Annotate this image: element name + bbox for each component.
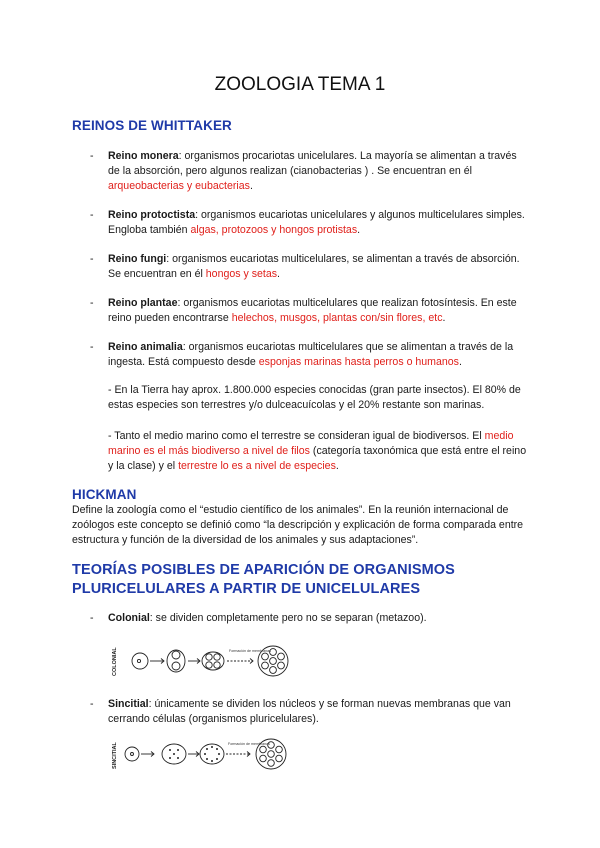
multicellular-cell xyxy=(276,746,283,753)
list-item-fungi xyxy=(90,252,530,282)
hickman-paragraph: Define la zoología como el “estudio científico de los animales”. En la reunión internacional de zoólogos este concepto se definió como “la descripción y explicación de forma comparada entre estructura y función de la diversidad de los animales y sus adaptaciones”. xyxy=(72,504,524,547)
cell-single xyxy=(125,747,139,761)
colony-cell xyxy=(278,653,285,660)
cell-four-d xyxy=(214,662,220,668)
note-text-b: (categoría taxonómica que está entre el reino y la clase) y el xyxy=(108,445,527,473)
colonial-diagram xyxy=(108,640,298,682)
list-item-monera xyxy=(90,149,530,195)
text-fungi: : organismos eucariotas multicelulares, se alimentan a través de absorción. Se encuentran en él xyxy=(108,253,520,281)
colony-cell xyxy=(270,658,277,665)
list-item-animalia xyxy=(90,340,530,370)
note-text-a: - Tanto el medio marino como el terrestre se consideran igual de biodiversos. El xyxy=(108,430,485,442)
note-species-count: - En la Tierra hay aprox. 1.800.000 especies conocidas (gran parte insectos). El 80% de estas especies son terrestres y/o dulceacuícolas y el 20% restante son marinas. xyxy=(108,384,521,412)
punct: . xyxy=(335,460,339,473)
highlight-monera: arqueobacterias y eubacterias xyxy=(108,180,250,193)
punct: . xyxy=(442,312,446,325)
note-biodiversity xyxy=(108,429,528,475)
multicellular-cell xyxy=(276,755,283,762)
colony-cell xyxy=(278,662,285,669)
bullet-dash: - xyxy=(90,253,94,265)
highlight-animalia: esponjas marinas hasta perros o humanos xyxy=(258,356,459,369)
text-sincitial: : únicamente se dividen los núcleos y se forman nuevas membranas que van cerrando células (organismos pluricelulares). xyxy=(108,698,511,726)
heading-teorias-line2: PLURICELULARES A PARTIR DE UNICELULARES xyxy=(72,581,421,597)
colonial-diagram-sublabel: Formación de membranas xyxy=(229,649,271,653)
text-animalia: : organismos eucariotas multicelulares que se alimentan a través de la ingesta. Está compuesto desde xyxy=(108,341,514,369)
punct: . xyxy=(277,268,280,281)
list-item-colonial xyxy=(90,611,530,626)
colony-cell xyxy=(270,667,277,674)
term-colonial: Colonial xyxy=(108,612,150,624)
cell-four-c xyxy=(206,662,212,668)
term-sincitial: Sincitial xyxy=(108,698,149,710)
text-colonial: : se dividen completamente pero no se separan (metazoo). xyxy=(149,612,427,624)
cell-single xyxy=(132,653,148,669)
text-protoctista: : organismos eucariotas unicelulares y algunos multicelulares simples. Engloba también xyxy=(108,209,525,237)
note-highlight-marine: medio marino es el más biodiverso a nivel de filos xyxy=(108,430,514,458)
punct: . xyxy=(458,356,462,369)
highlight-plantae: helechos, musgos, plantas con/sin flores, etc xyxy=(231,312,443,325)
term-plantae: Reino plantae xyxy=(108,297,178,309)
cell-two-b xyxy=(172,662,180,670)
nucleus xyxy=(131,753,134,756)
list-item-sincitial xyxy=(90,697,530,727)
sincitial-diagram xyxy=(108,733,298,775)
colonial-diagram-label: COLONIAL xyxy=(112,647,118,676)
term-monera: Reino monera xyxy=(108,150,179,162)
cell-four-a xyxy=(206,654,212,660)
list-item-protoctista xyxy=(90,208,530,238)
sincitial-diagram-sublabel: Formación de membranas xyxy=(228,742,270,746)
term-fungi: Reino fungi xyxy=(108,253,167,265)
sincitial-diagram-label: SINCITIAL xyxy=(112,742,118,769)
cell-four-b xyxy=(214,654,220,660)
punct: . xyxy=(249,180,253,193)
colony-cell xyxy=(262,662,269,669)
note-highlight-terrestrial: terrestre lo es a nivel de especies xyxy=(178,460,336,473)
nucleus xyxy=(137,659,140,662)
heading-hickman: HICKMAN xyxy=(72,487,137,502)
text-monera: : organismos procariotas unicelulares. La mayoría se alimentan a través de la absorción, pero algunos realizan (cianobacterias ) . Se encuentran en él xyxy=(108,150,517,178)
multicellular-cell xyxy=(260,755,267,762)
cell-two-a xyxy=(172,651,180,659)
bullet-dash: - xyxy=(90,612,94,624)
multicellular-cell xyxy=(268,760,275,767)
bullet-dash: - xyxy=(90,150,94,162)
highlight-protoctista: algas, protozoos y hongos protistas xyxy=(190,224,358,237)
heading-whittaker: REINOS DE WHITTAKER xyxy=(72,118,232,133)
list-item-plantae xyxy=(90,296,530,326)
multicellular-cell xyxy=(268,751,275,758)
heading-teorias xyxy=(72,561,455,599)
punct: . xyxy=(357,224,361,237)
cell-four-outer xyxy=(202,652,224,670)
term-animalia: Reino animalia xyxy=(108,341,183,353)
bullet-dash: - xyxy=(90,209,94,221)
multicellular-cell xyxy=(260,746,267,753)
colony-cell xyxy=(262,653,269,660)
term-protoctista: Reino protoctista xyxy=(108,209,196,221)
cell-two-outer xyxy=(167,650,185,672)
text-plantae: : organismos eucariotas multicelulares que realizan fotosíntesis. En este reino pueden encontrarse xyxy=(108,297,517,325)
highlight-fungi: hongos y setas xyxy=(205,268,278,281)
heading-teorias-line1: TEORÍAS POSIBLES DE APARICIÓN DE ORGANISMOS xyxy=(72,562,455,578)
bullet-dash: - xyxy=(90,297,94,309)
bullet-dash: - xyxy=(90,698,94,710)
bullet-dash: - xyxy=(90,341,94,353)
document-title: ZOOLOGIA TEMA 1 xyxy=(214,74,386,95)
